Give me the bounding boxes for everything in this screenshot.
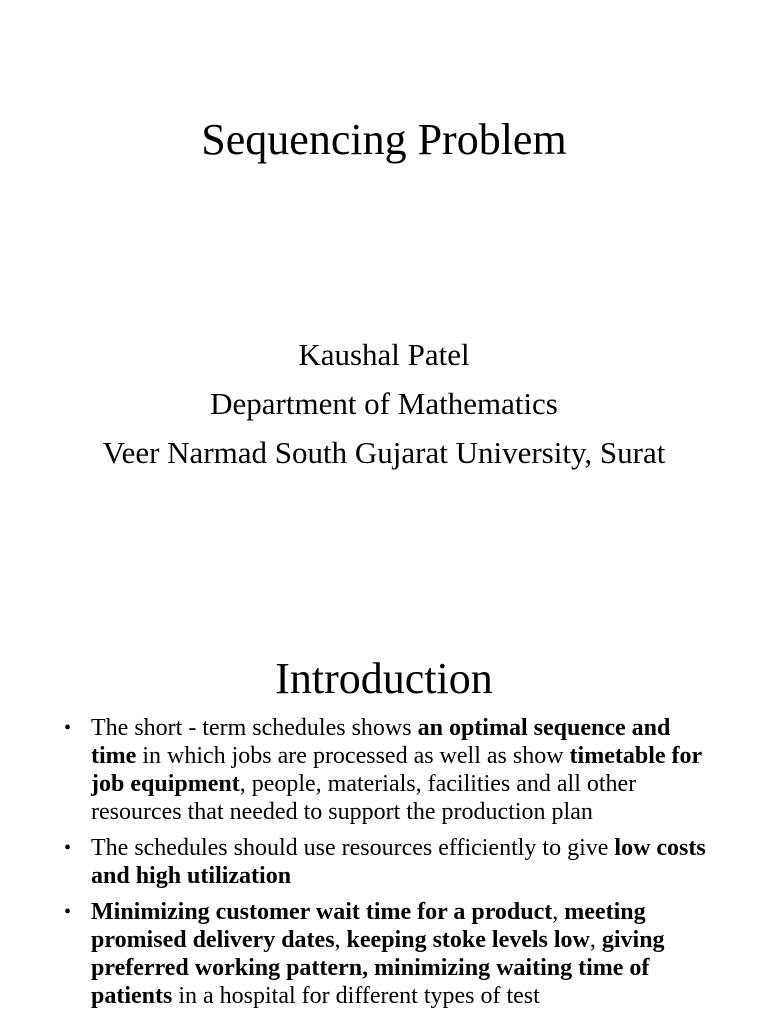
bullet-text: in which jobs are processed as well as show (136, 743, 570, 769)
bullet-mark: • (64, 901, 72, 923)
author-name: Kaushal Patel (298, 337, 470, 372)
bullet-text: , (334, 927, 347, 953)
bullet-mark: • (64, 717, 72, 739)
bullet-text: , people, materials, facilities and all other resources that needed to support the production plan (91, 771, 637, 825)
bullet-text-bold: meeting promised delivery dates (91, 899, 646, 953)
bullet-text: , (589, 927, 602, 953)
bullet-text-bold: giving preferred working pattern, minimizing waiting time of patients (91, 927, 665, 1009)
bullet-text: The schedules should use resources efficiently to give (91, 835, 615, 861)
slide-title: Introduction (275, 654, 493, 703)
bullet-text: , (552, 899, 565, 925)
bullet-text-bold: keeping stoke levels low (346, 927, 590, 953)
bullet-mark: • (64, 837, 72, 859)
bullet-text: The short - term schedules shows (91, 715, 418, 741)
university-name: Veer Narmad South Gujarat University, Surat (102, 435, 666, 470)
bullet-text: in a hospital for different types of test (172, 983, 540, 1009)
department-name: Department of Mathematics (210, 386, 558, 421)
bullet-list (62, 714, 712, 1018)
bullet-text-bold: an optimal sequence and time (91, 715, 671, 769)
bullet-item (62, 714, 712, 826)
bullet-text-bold: Minimizing customer wait time for a product (91, 899, 553, 925)
bullet-text-bold: timetable for job equipment (91, 743, 702, 797)
author-block (0, 330, 768, 477)
introduction-slide (0, 576, 768, 1024)
bullet-item (62, 834, 712, 890)
slide-title: Sequencing Problem (201, 115, 567, 164)
bullet-item (62, 898, 712, 1010)
bullet-text-bold: low costs and high utilization (91, 835, 706, 889)
